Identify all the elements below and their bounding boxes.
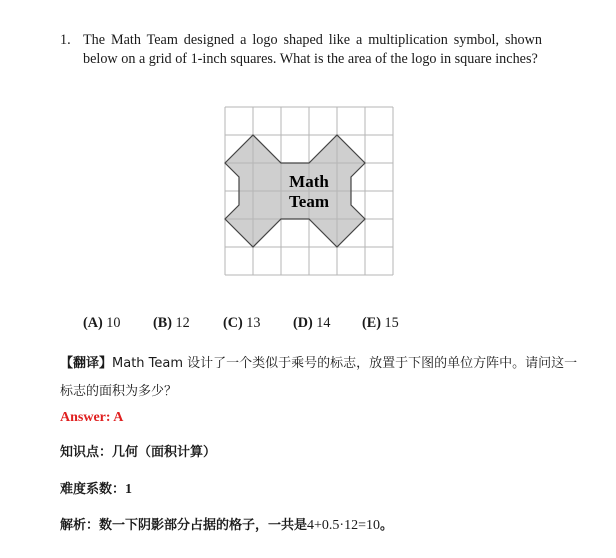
logo-grid-figure (223, 105, 395, 277)
analysis-text: 数一下阴影部分占据的格子，一共是 (99, 518, 308, 533)
problem-statement (60, 31, 542, 69)
choice-c (223, 315, 260, 332)
problem-text: The Math Team designed a logo shaped like a multiplication symbol, shown below on a grid of 1-inch squares. What is the area of the logo in square inches? (83, 32, 542, 67)
choice-e (362, 315, 399, 332)
choice-b-label: (B) (153, 315, 172, 331)
difficulty-value: 1 (125, 482, 133, 497)
analysis-label: 解析： (60, 518, 100, 533)
logo-text-line-2: Team (289, 192, 329, 211)
answer-label: Answer: (60, 410, 111, 425)
knowledge-value: 几何（面积计算） (112, 445, 217, 460)
grid-lines (225, 107, 393, 275)
analysis-end: 。 (379, 518, 393, 533)
logo-text-line-1: Math (289, 172, 329, 191)
choice-c-label: (C) (223, 315, 243, 331)
analysis-line (60, 514, 393, 534)
knowledge-label: 知识点： (60, 445, 113, 460)
answer-value: A (113, 410, 124, 425)
choice-a-value: 10 (106, 315, 121, 331)
choice-d-label: (D) (293, 315, 313, 331)
choice-e-label: (E) (362, 315, 381, 331)
choice-e-value: 15 (384, 315, 399, 331)
answer-line (60, 410, 123, 426)
problem-number: 1. (60, 32, 71, 48)
translation-prefix: 【翻译】 (60, 356, 113, 371)
choice-a (83, 315, 120, 332)
analysis-formula: 4+0.5·12=10 (307, 518, 380, 533)
choice-b-value: 12 (175, 315, 190, 331)
translation-text: Math Team 设计了一个类似于乘号的标志，放置于下图的单位方阵中。请问这一标志的面积为多少？ (60, 356, 578, 399)
choice-a-label: (A) (83, 315, 103, 331)
choice-d-value: 14 (316, 315, 331, 331)
choice-c-value: 13 (246, 315, 261, 331)
choice-b (153, 315, 190, 332)
translation (60, 350, 580, 406)
difficulty-label: 难度系数： (60, 482, 126, 497)
knowledge-line (60, 441, 216, 460)
choice-d (293, 315, 330, 332)
difficulty-line (60, 478, 132, 498)
